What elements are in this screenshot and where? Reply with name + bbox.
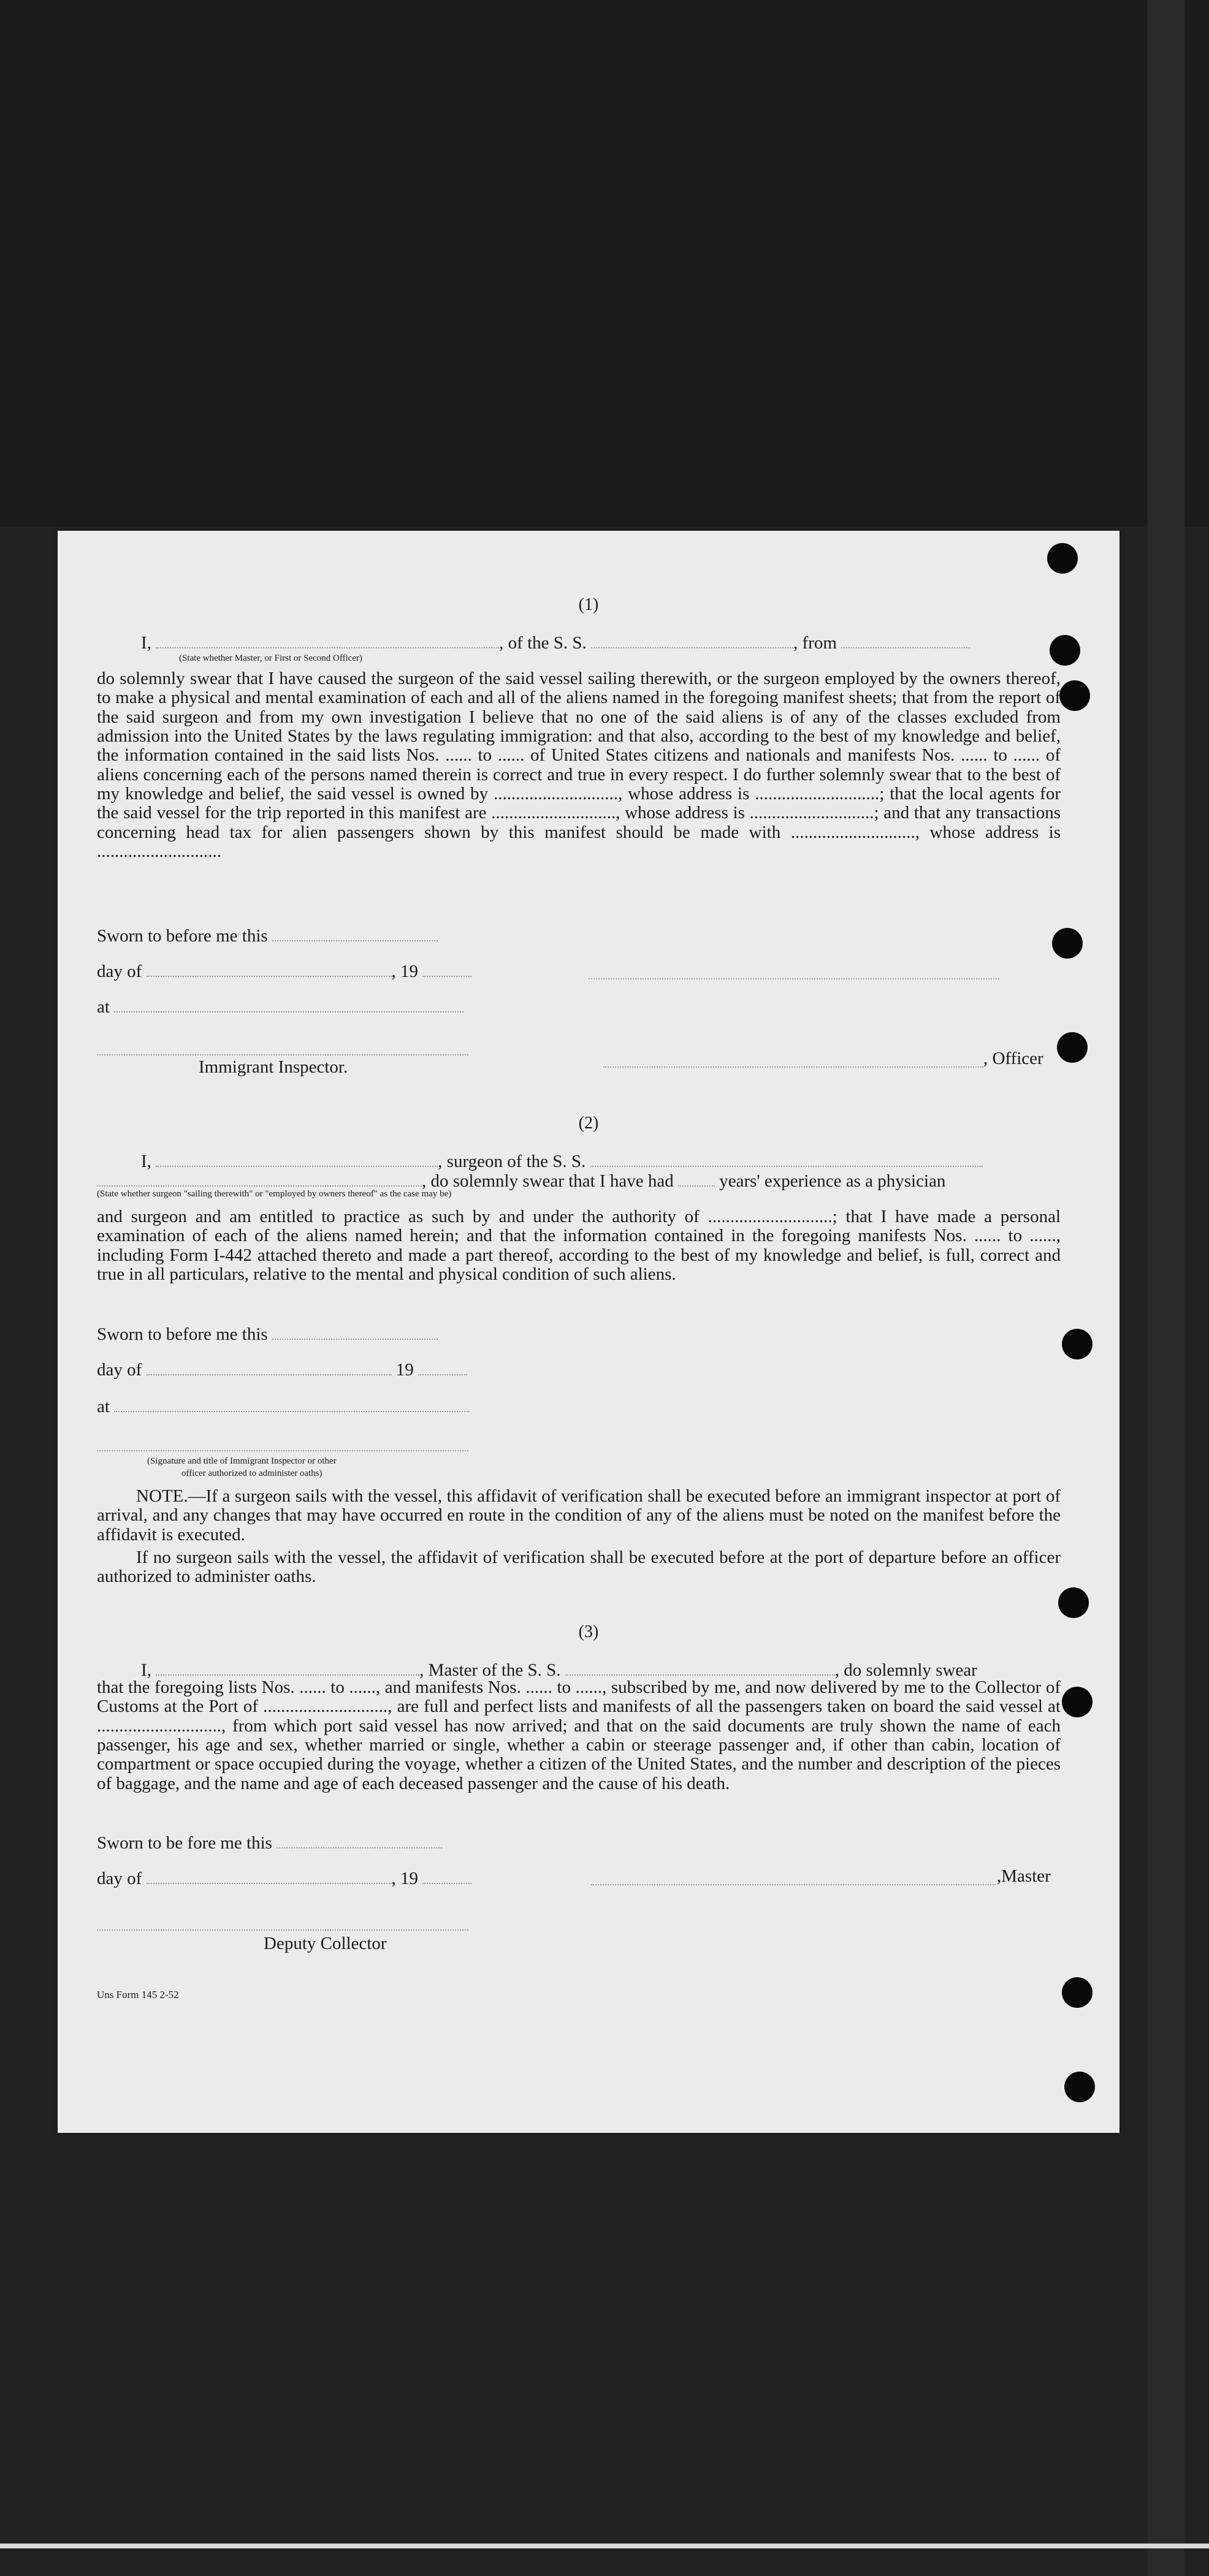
section-1-body: do solemnly swear that I have caused the surgeon of the said vessel sailing therewith, or the surgeon employed by the owners thereof, to make a physical and mental examination of each and all of the aliens named in the foregoing manifest sheets; that from the report of the said surgeon and from my own investigation I believe that no one of the said aliens is of any of the classes excluded from admission into the United States by the laws regulating immigration: and that also, according to the best of my knowledge and belief, the information contained in the said lists Nos. ...... to ...... of United States citizens and nationals and manifests Nos. ...... to ...... of aliens concerning each of the persons named therein is correct and true in every respect. I do further solemnly swear that to the best of my knowledge and belief, the said vessel is owned by ............................, whose address is ............................; that the local agents for the said vessel for the trip reported in this manifest are ............................, whose address is ............................; and that any transactions concerning head tax for alien passengers shown by this manifest should be made with ............................, whose address is ............................ <box>97 669 1061 861</box>
year-blank[interactable] <box>418 1358 467 1375</box>
section-2-line-1 <box>141 1150 983 1171</box>
section-1-day-of <box>97 960 471 981</box>
section-2-years: years' experience as a physician <box>719 1171 946 1191</box>
master-signature-line[interactable] <box>591 1884 996 1885</box>
section-3-body: that the foregoing lists Nos. ...... to ......, and manifests Nos. ...... to ......, subscribed by me, and now delivered by me to the Collector of Customs at the Port of ............................, are full and perfect lists and manifests of all the passengers taken on board the said vessel at ............................, from which port said vessel has now arrived; and that on the said documents are truly shown the name of each passenger, his age and sex, whether married or single, whether a cabin or steerage passenger and, if other than cabin, location of compartment or space occupied during the voyage, whether a citizen of the United States, and the number and description of the pieces of baggage, and the name and age of each deceased passenger and the cause of his death. <box>97 1677 1061 1793</box>
section-1-sworn <box>97 924 438 946</box>
section-1-day-of-label: day of <box>97 962 142 982</box>
day-of-blank[interactable] <box>147 1358 392 1375</box>
from-port-blank[interactable] <box>841 631 970 648</box>
section-3-master-of-ss: , Master of the S. S. <box>419 1660 561 1681</box>
years-blank[interactable] <box>678 1169 715 1187</box>
section-2-surgeon-of-ss: , surgeon of the S. S. <box>438 1152 586 1172</box>
section-3-sworn <box>97 1831 442 1853</box>
master-name-blank[interactable] <box>156 631 499 648</box>
section-3-day-of <box>97 1867 471 1888</box>
section-1-inspector: Immigrant Inspector. <box>199 1057 348 1077</box>
form-number: Uns Form 145 2-52 <box>97 1989 179 2000</box>
officer-signature-line[interactable] <box>589 978 999 979</box>
day-of-blank[interactable] <box>147 960 392 977</box>
sworn-date-blank[interactable] <box>272 1323 438 1340</box>
section-2-sig-caption-2: officer authorized to administer oaths) <box>181 1468 322 1478</box>
section-2-line-2 <box>97 1169 945 1191</box>
section-1-year: , 19 <box>391 962 419 982</box>
surgeon-name-blank[interactable] <box>156 1150 438 1167</box>
section-1-i: I, <box>141 633 151 653</box>
section-3-i: I, <box>141 1660 151 1681</box>
section-2-caption: (State whether surgeon "sailing therewith" or "employed by owners thereof" as the case may be) <box>97 1189 452 1199</box>
punch-hole-icon <box>1059 680 1090 711</box>
master-vessel-blank[interactable] <box>565 1658 835 1676</box>
section-3-day-of-label: day of <box>97 1869 142 1889</box>
section-1-sworn-label: Sworn to before me this <box>97 926 268 946</box>
surgeon-vessel-blank[interactable] <box>590 1150 983 1167</box>
punch-hole-icon <box>1062 1687 1093 1717</box>
section-1-at-label: at <box>97 997 110 1017</box>
section-2-year: 19 <box>395 1360 414 1380</box>
section-2-at-label: at <box>97 1397 110 1417</box>
punch-hole-icon <box>1062 1329 1093 1359</box>
section-1-caption: (State whether Master, or First or Second Officer) <box>179 653 363 663</box>
punch-hole-icon <box>1057 1032 1088 1063</box>
section-2-at <box>97 1395 470 1416</box>
at-place-blank[interactable] <box>114 1395 470 1412</box>
scanner-bottom-line <box>0 2544 1209 2548</box>
section-3-sworn-label: Sworn to be fore me this <box>97 1833 272 1853</box>
section-2-day-of-label: day of <box>97 1360 142 1380</box>
section-2-number: (2) <box>578 1114 599 1133</box>
year-blank[interactable] <box>422 1867 471 1884</box>
day-of-blank[interactable] <box>147 1867 392 1884</box>
section-2-sworn-label: Sworn to before me this <box>97 1324 268 1345</box>
manifest-form-page <box>58 531 1119 2133</box>
punch-hole-icon <box>1047 543 1078 574</box>
section-2-body: and surgeon and am entitled to practice as such by and under the authority of ............................; that I have made a personal examination of each of the aliens named herein; and that the information contained in the foregoing manifests Nos. ...... to ......, including Form I-442 attached thereto and made a part thereof, according to the best of my knowledge and belief, is full, correct and true in all particulars, relative to the mental and physical condition of such aliens. <box>97 1207 1061 1284</box>
section-1-at <box>97 995 463 1017</box>
inspector-signature-line[interactable] <box>97 1054 468 1055</box>
section-2-i: I, <box>141 1152 151 1172</box>
section-2-sig-caption-1: (Signature and title of Immigrant Inspector or other <box>147 1456 337 1466</box>
collector-signature-line[interactable] <box>97 1929 468 1931</box>
section-3-collector: Deputy Collector <box>264 1934 387 1953</box>
section-3-year: , 19 <box>391 1869 419 1889</box>
year-blank[interactable] <box>422 960 471 977</box>
scanner-background <box>0 0 1209 527</box>
section-3-swear: , do solemnly swear <box>834 1660 977 1681</box>
section-2-note-2: If no surgeon sails with the vessel, the affidavit of verification shall be executed before at the port of departure before an officer authorized to administer oaths. <box>97 1548 1061 1587</box>
section-2-swear: , do solemnly swear that I have had <box>422 1171 674 1191</box>
section-1-from: , from <box>793 633 837 653</box>
at-place-blank[interactable] <box>114 995 463 1013</box>
section-2-day-of <box>97 1358 467 1380</box>
punch-hole-icon <box>1062 1977 1093 2008</box>
section-1-of-ss: , of the S. S. <box>499 633 587 653</box>
punch-hole-icon <box>1064 2072 1095 2102</box>
officer-name-line[interactable] <box>603 1066 983 1068</box>
punch-hole-icon <box>1050 635 1080 666</box>
scanner-edge <box>1148 0 1184 2576</box>
punch-hole-icon <box>1058 1587 1089 1618</box>
section-3-master: ,Master <box>997 1866 1051 1886</box>
section-1-officer: , Officer <box>983 1049 1043 1068</box>
inspector-signature-line[interactable] <box>97 1450 468 1451</box>
section-2-sworn <box>97 1323 438 1344</box>
section-1-line-1 <box>141 631 970 653</box>
sworn-date-blank[interactable] <box>272 924 438 941</box>
section-2-note-1: NOTE.—If a surgeon sails with the vessel, this affidavit of verification shall be executed before an immigrant inspector at port of arrival, and any changes that may have occurred en route in the condition of any of the aliens must be noted on the manifest before the affidavit is executed. <box>97 1486 1061 1544</box>
section-1-number: (1) <box>578 595 599 614</box>
master-name-blank[interactable] <box>156 1658 419 1676</box>
sworn-date-blank[interactable] <box>277 1831 442 1848</box>
vessel-name-blank[interactable] <box>591 631 793 648</box>
section-3-number: (3) <box>578 1622 599 1641</box>
punch-hole-icon <box>1052 928 1083 959</box>
surgeon-status-blank[interactable] <box>97 1169 422 1187</box>
